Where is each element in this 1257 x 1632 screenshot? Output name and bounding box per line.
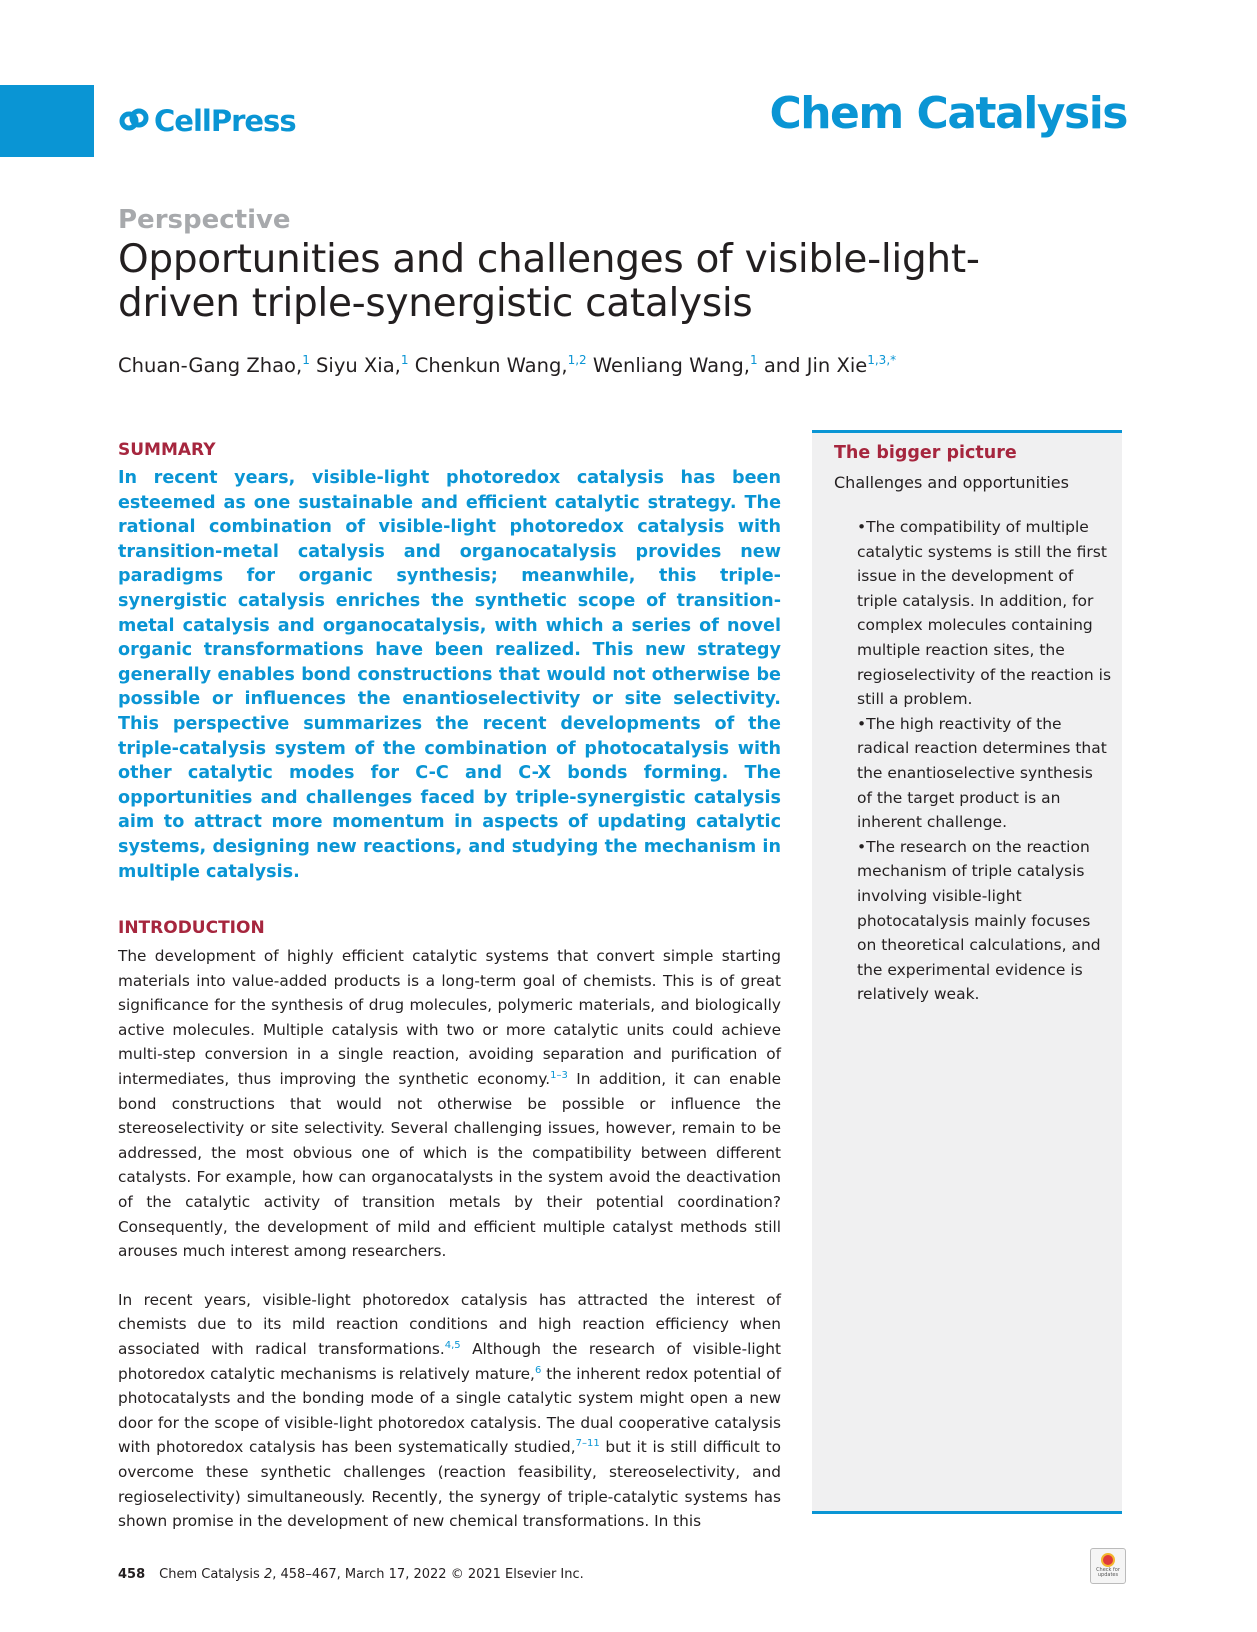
summary-heading: SUMMARY — [118, 440, 216, 460]
author-list — [118, 353, 896, 377]
summary-text: In recent years, visible-light photoredox catalysis has been esteemed as one sustainable and efficient catalytic strategy. The rational combination of visible-light photoredox catalysis with transition-metal catalysis and organocatalysis provides new paradigms for organic synthesis; meanwhile, this triple-synergistic catalysis enriches the synthetic scope of transition-metal catalysis and organocatalysis, with which a series of novel organic transformations have been realized. This new strategy generally enables bond constructions that would not otherwise be possible or influences the enantioselectivity or site selectivity. This perspective summarizes the recent developments of the triple-catalysis system of the combination of photocatalysis with other catalytic modes for C-C and C-X bonds forming. The opportunities and challenges faced by triple-synergistic catalysis aim to attract more momentum in aspects of updating catalytic systems, designing new reactions, and studying the mechanism in multiple catalysis. — [118, 468, 781, 882]
citation-link[interactable]: 6 — [534, 1364, 542, 1376]
article-type: Perspective — [118, 205, 291, 235]
page-footer — [118, 1567, 584, 1582]
check-for-updates-label: Check for updates — [1096, 1567, 1120, 1578]
footer-volume: 2 — [263, 1567, 273, 1582]
author[interactable]: Wenliang Wang, — [592, 354, 750, 377]
journal-title[interactable]: Chem Catalysis — [769, 88, 1127, 139]
author[interactable]: Chenkun Wang, — [414, 354, 568, 377]
page-number: 458 — [118, 1567, 146, 1582]
sidebar-bullet-list — [857, 515, 1112, 1007]
sidebar-bullet: • The high reactivity of the radical reaction determines that the enantioselective synthesis of the target product is an inherent challenge. — [857, 712, 1112, 835]
sidebar-heading: The bigger picture — [834, 443, 1017, 463]
cellpress-logo-icon — [118, 106, 150, 136]
intro-paragraph: In recent years, visible-light photoredox catalysis has attracted the interest of chemists due to its mild reaction conditions and high reaction efficiency when associated with radical transformations.$^{4,5}$ Although the research of visible-light photoredox catalytic mechanisms is relatively mature,$^6$ the inherent redox potential of photocatalysts and the bonding mode of a single catalytic system might open a new door for the scope of visible-light photoredox catalysis. The dual cooperative catalysis with photoredox catalysis has been systematically studied,$^{7-11}$ but it is still difficult to overcome these synthetic challenges (reaction feasibility, stereoselectivity, and regioselectivity) simultaneously. Recently, the synergy of triple-catalytic systems has shown promise in the development of new chemical transformations. In this — [118, 1290, 782, 1531]
check-for-updates-button[interactable] — [1090, 1548, 1126, 1584]
check-for-updates-icon — [1101, 1553, 1115, 1567]
sidebar-bullet: • The research on the reaction mechanism of triple catalysis involving visible-light photocatalysis mainly focuses on theoretical calculations, and the experimental evidence is relatively weak. — [857, 835, 1112, 1007]
bigger-picture-box — [812, 430, 1122, 1514]
brand-bar — [0, 85, 94, 157]
citation-link[interactable]: 4,5 — [444, 1340, 461, 1351]
author[interactable]: Chuan-Gang Zhao, — [118, 354, 303, 377]
affiliation-ref[interactable]: 1,2 — [567, 353, 587, 367]
introduction-heading: INTRODUCTION — [118, 918, 265, 939]
affiliation-ref[interactable]: 1,3,* — [867, 353, 897, 367]
intro-paragraph: The development of highly efficient catalytic systems that convert simple starting materials into value-added products is a long-term goal of chemists. This is of great significance for the synthesis of drug molecules, polymeric materials, and biologically active molecules. Multiple catalysis with two or more catalytic units could achieve multi-step conversion in a single reaction, avoiding separation and purification of intermediates, thus improving the synthetic economy.$^{1-3}$ In addition, it can enable bond constructions that would not otherwise be possible or influence the stereoselectivity or site selectivity. Several challenging issues, however, remain to be addressed, the most obvious one of which is the compatibility between different catalysts. For example, how can organocatalysts in the system avoid the deactivation of the catalytic activity of transition metals by their potential coordination? Consequently, the development of mild and efficient multiple catalyst methods still arouses much interest among researchers. — [118, 947, 781, 1261]
main-column — [118, 440, 781, 1558]
footer-journal: Chem Catalysis — [159, 1567, 260, 1582]
author[interactable]: Siyu Xia, — [316, 354, 401, 377]
affiliation-ref[interactable]: 1 — [302, 353, 310, 367]
sidebar-bullet: • The compatibility of multiple catalytic systems is still the first issue in the development of triple catalysis. In addition, for complex molecules containing multiple reaction sites, the regioselectivity of the reaction is still a problem. — [857, 515, 1112, 712]
citation-link[interactable]: 7–11 — [575, 1438, 600, 1450]
article-title: Opportunities and challenges of visible-light-driven triple-synergistic catalysis — [118, 237, 980, 326]
publisher-name: CellPress — [154, 104, 296, 138]
publisher-logo[interactable] — [118, 104, 296, 138]
sidebar-subheading: Challenges and opportunities — [834, 473, 1069, 492]
affiliation-ref[interactable]: 1 — [750, 353, 758, 367]
footer-citation: , 458–467, March 17, 2022 © 2021 Elsevier Inc. — [272, 1567, 584, 1582]
author[interactable]: and Jin Xie — [763, 354, 868, 377]
affiliation-ref[interactable]: 1 — [400, 353, 409, 367]
citation-link[interactable]: 1–3 — [550, 1070, 568, 1082]
